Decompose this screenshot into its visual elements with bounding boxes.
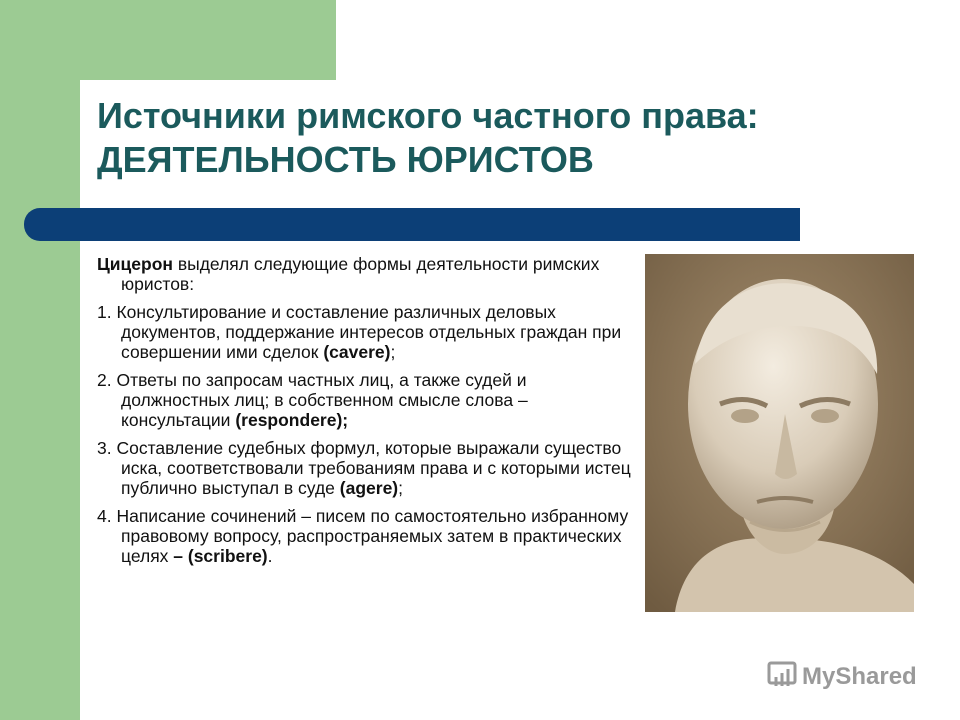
- slide-body: [97, 254, 632, 574]
- myshared-logo: [766, 655, 926, 693]
- item-term: – (scribere): [173, 546, 268, 566]
- cicero-bust-image: [645, 254, 914, 612]
- item-term: (cavere): [323, 342, 391, 362]
- list-item: [97, 370, 632, 430]
- item-tail: ;: [398, 478, 404, 498]
- intro-text: выделял следующие формы деятельности римских юристов:: [121, 254, 600, 294]
- item-text: 4. Написание сочинений – писем по самостоятельно избранному правовому вопросу, распространяемых затем в практических целях: [97, 506, 629, 566]
- list-item: [97, 438, 632, 498]
- svg-text:MyShared: MyShared: [802, 663, 917, 690]
- top-decor-block: [80, 0, 336, 80]
- item-tail: .: [267, 546, 273, 566]
- item-term: (agere): [339, 478, 399, 498]
- item-tail: ;: [390, 342, 396, 362]
- item-text: 2. Ответы по запросам частных лиц, а также судей и должностных лиц; в собственном смысле слова – консультации: [97, 370, 528, 430]
- left-decor-strip: [0, 0, 80, 720]
- intro-paragraph: [97, 254, 632, 294]
- item-text: 3. Составление судебных формул, которые выражали существо иска, соответствовали требованиям права и с которыми истец публично выступал в суде: [97, 438, 631, 498]
- item-term: (respondere);: [235, 410, 349, 430]
- slide-title: [97, 94, 897, 182]
- title-underline-bar: [24, 208, 800, 241]
- intro-name: Цицерон: [97, 254, 173, 274]
- title-line-2: ДЕЯТЕЛЬНОСТЬ ЮРИСТОВ: [97, 139, 594, 180]
- list-item: [97, 302, 632, 362]
- title-line-1: Источники римского частного права:: [97, 95, 759, 136]
- list-item: [97, 506, 632, 566]
- item-text: 1. Консультирование и составление различных деловых документов, поддержание интересов отдельных граждан при совершении ими сделок: [97, 302, 622, 362]
